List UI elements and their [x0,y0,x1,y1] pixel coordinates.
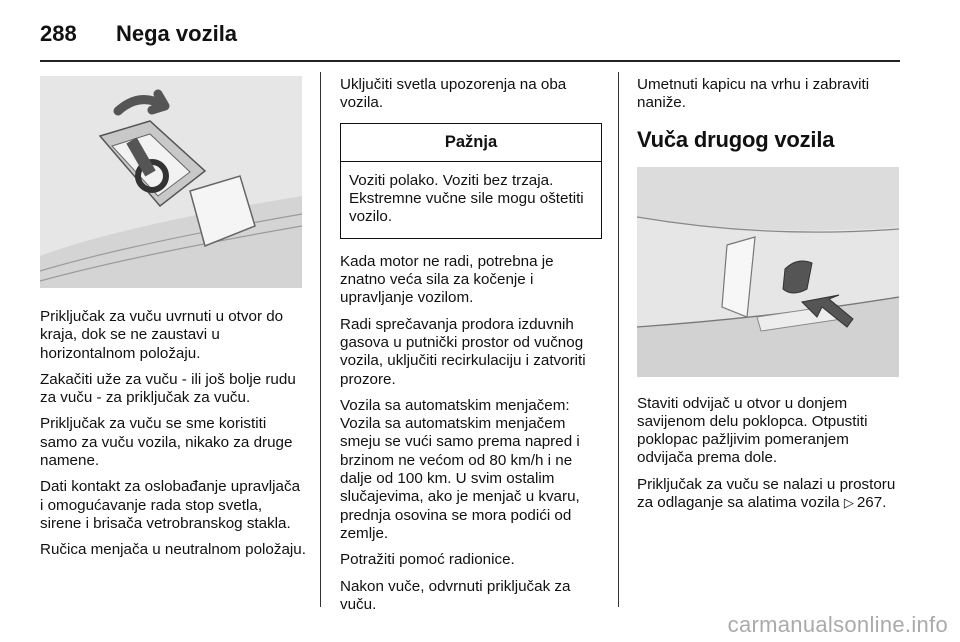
paragraph: Zakačiti uže za vuču - ili još bolje rudu za vuču - za priključak za vuču. [40,370,296,407]
page-reference: 267. [856,494,887,512]
column-divider-2 [618,72,619,607]
column-3 [637,76,899,520]
paragraph: Kada motor ne radi, potrebna je znatno veća sila za kočenje i upravljanje vozilom. [340,252,554,307]
watermark: carmanualsonline.info [727,612,948,637]
paragraph: Vozila sa automatskim menjačem: Vozila sa automatskim menjačem smeju se vući samo prema napred i brzinom ne većom od 80 km/h i ne dalje od 100 km. U svim ostalim slučajevima, ako je menjač u kvaru, prednja osovina se mora podići od zemlje. [340,396,580,542]
notice-body: Voziti polako. Voziti bez trzaja. Ekstremne vučne sile mogu oštetiti vozilo. [349,171,584,226]
paragraph-with-reference [637,476,899,513]
section-heading: Vuča drugog vozila [637,126,835,152]
page-header [40,20,237,48]
paragraph: Radi sprečavanja prodora izduvnih gasova u putnički prostor od vučnog vozila, uključiti recirkulaciju i zatvoriti prozore. [340,315,586,388]
paragraph: Ručica menjača u neutralnom položaju. [40,541,306,559]
notice-box [340,123,602,239]
paragraph: Priključak za vuču se sme koristiti samo za vuču vozila, nikako za druge namene. [40,415,293,470]
paragraph: Priključak za vuču uvrnuti u otvor do kraja, dok se ne zaustavi u horizontalnom položaju. [40,308,284,362]
paragraph: Potražiti pomoć radionice. [340,551,515,569]
page-number: 288 [40,21,77,46]
column-2 [340,76,602,622]
header-rule [40,60,900,62]
page-title: Nega vozila [116,21,238,46]
reference-arrow-icon: ▷ [843,495,854,511]
paragraph: Umetnuti kapicu na vrhu i zabraviti naniže. [637,76,870,112]
column-divider-1 [320,72,321,607]
notice-title: Pažnja [341,124,601,162]
paragraph: Uključiti svetla upozorenja na oba vozila. [340,76,567,112]
paragraph: Staviti odvijač u otvor u donjem savijenom delu poklopca. Otpustiti poklopac pažljivim pomeranjem odvijača prema dole. [637,394,868,467]
column-1 [40,76,306,568]
rear-bumper-cover-illustration [637,167,899,377]
paragraph-text: Priključak za vuču se nalazi u prostoru za odlaganje sa alatima vozila [637,475,896,512]
paragraph: Nakon vuče, odvrnuti priključak za vuču. [340,577,571,613]
tow-eye-illustration [40,76,302,288]
paragraph: Dati kontakt za oslobađanje upravljača i omogućavanje rada stop svetla, sirene i brisača vetrobranskog stakla. [40,478,301,532]
